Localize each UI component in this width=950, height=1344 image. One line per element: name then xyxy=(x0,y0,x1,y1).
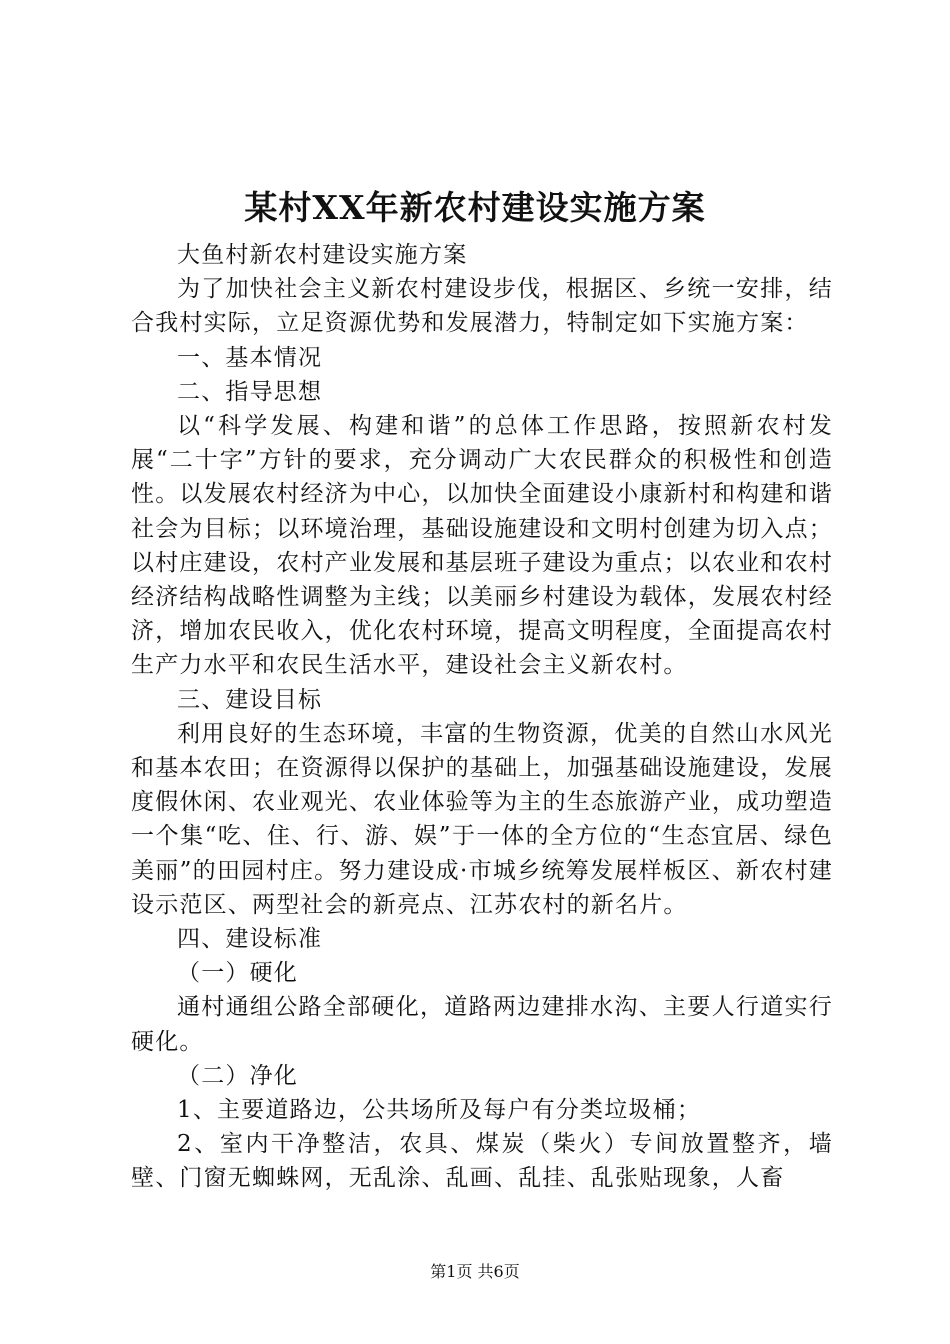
list-item: 2、室内干净整洁，农具、煤炭（柴火）专间放置整齐，墙壁、门窗无蜘蛛网，无乱涂、乱画、乱挂、乱张贴现象，人畜 xyxy=(131,1131,833,1192)
paragraph: 通村通组公路全部硬化，道路两边建排水沟、主要人行道实行硬化。 xyxy=(131,994,833,1055)
section-heading: 二、指导思想 xyxy=(177,378,323,405)
page-number: 第1页 共6页 xyxy=(430,1262,520,1281)
document-body xyxy=(131,238,833,1196)
section-heading: 四、建设标准 xyxy=(177,926,323,953)
section-heading: 三、建设目标 xyxy=(177,686,323,713)
paragraph: 为了加快社会主义新农村建设步伐，根据区、乡统一安排，结合我村实际，立足资源优势和发展潜力，特制定如下实施方案： xyxy=(131,276,833,337)
subsection-heading: （二）净化 xyxy=(177,1062,298,1089)
document-title: 某村XX年新农村建设实施方案 xyxy=(244,188,706,227)
list-item: 1、主要道路边，公共场所及每户有分类垃圾桶； xyxy=(177,1097,702,1124)
paragraph: 利用良好的生态环境，丰富的生物资源，优美的自然山水风光和基本农田；在资源得以保护的基础上，加强基础设施建设，发展度假休闲、农业观光、农业体验等为主的生态旅游产业，成功塑造一个集“吃、住、行、游、娱”于一体的全方位的“生态宜居、绿色美丽”的田园村庄。努力建设成·市城乡统筹发展样板区、新农村建设示范区、两型社会的新亮点、江苏农村的新名片。 xyxy=(131,720,833,918)
section-heading: 一、基本情况 xyxy=(177,344,323,371)
paragraph: 以“科学发展、构建和谐”的总体工作思路，按照新农村发展“二十字”方针的要求，充分调动广大农民群众的积极性和创造性。以发展农村经济为中心，以加快全面建设小康新村和构建和谐社会为目标；以环境治理，基础设施建设和文明村创建为切入点；以村庄建设，农村产业发展和基层班子建设为重点；以农业和农村经济结构战略性调整为主线；以美丽乡村建设为载体，发展农村经济，增加农民收入，优化农村环境，提高文明程度，全面提高农村生产力水平和农民生活水平，建设社会主义新农村。 xyxy=(131,413,833,679)
paragraph: 大鱼村新农村建设实施方案 xyxy=(177,242,468,268)
subsection-heading: （一）硬化 xyxy=(177,960,298,987)
